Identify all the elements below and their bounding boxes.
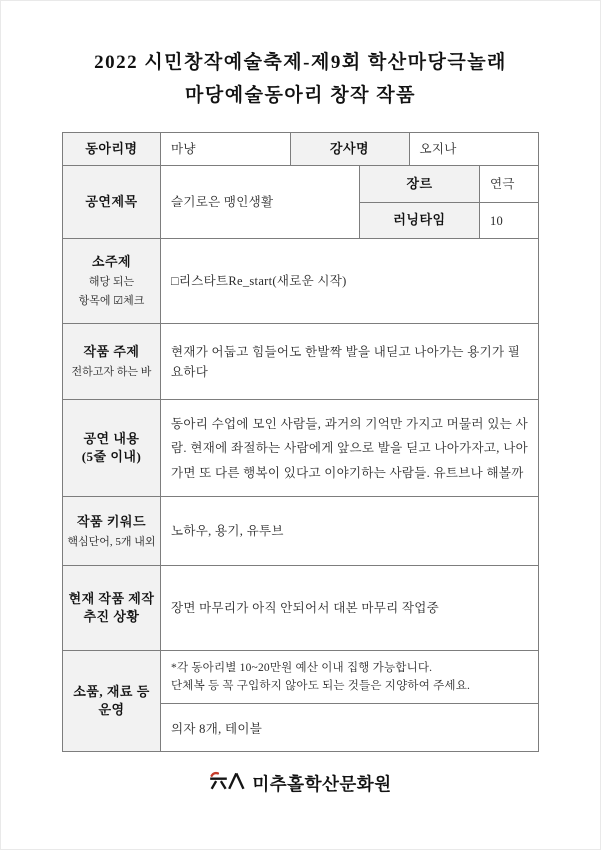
content-label-cell	[63, 400, 160, 496]
table-row	[63, 133, 538, 165]
form-table	[62, 132, 539, 752]
running-time-label: 러닝타임	[393, 212, 446, 228]
progress-value-cell	[160, 566, 538, 650]
running-time-label-cell	[360, 203, 479, 239]
table-row	[63, 565, 538, 650]
club-name-value: 마냥	[171, 142, 196, 157]
theme-value-cell	[160, 324, 538, 399]
club-name-label: 동아리명	[85, 140, 138, 156]
table-row	[63, 399, 538, 496]
theme-label: 작품 주제	[83, 344, 140, 360]
content-sublabel: (5줄 이내)	[81, 449, 142, 465]
props-budget-note-line1: *각 동아리별 10~20만원 예산 이내 집행 가능합니다.	[171, 661, 433, 674]
keywords-sublabel: 핵심단어, 5개 내외	[67, 535, 156, 548]
content-value: 동아리 수업에 모인 사람들, 과거의 기억만 가지고 머물러 있는 사람. 현재에 좌절하는 사람에게 앞으로 발을 딛고 나아가자고, 나아가면 또 다른 행복이 있다고 이야기하는 사람들. 유트브나 해볼까	[171, 416, 528, 480]
keywords-value: 노하우, 용기, 유투브	[171, 524, 284, 539]
keywords-value-cell	[160, 497, 538, 565]
genre-row	[360, 166, 538, 202]
running-time-value-cell	[479, 203, 538, 239]
keywords-label: 작품 키워드	[76, 513, 147, 529]
genre-label: 장르	[406, 175, 433, 191]
table-row	[63, 165, 538, 238]
running-time-value: 10	[490, 213, 504, 228]
content-value-cell	[160, 400, 538, 496]
table-row	[63, 650, 538, 751]
instructor-label-cell	[290, 133, 409, 165]
props-label-line1: 소품, 재료 등	[73, 683, 150, 699]
subtheme-value-cell	[160, 239, 538, 323]
org-logo-icon	[209, 768, 247, 798]
genre-value: 연극	[490, 177, 515, 192]
instructor-value: 오지나	[419, 142, 457, 157]
props-value-cell	[161, 703, 538, 751]
genre-value-cell	[479, 166, 538, 202]
performance-title-label: 공연제목	[85, 193, 138, 209]
subtheme-label-cell	[63, 239, 160, 323]
instructor-value-cell	[409, 133, 539, 165]
subtheme-label: 소주제	[91, 254, 132, 270]
subtheme-sublabel-line1: 해당 되는	[88, 276, 135, 289]
progress-label-line2: 추진 상황	[83, 609, 140, 625]
props-label-line2: 운영	[98, 702, 125, 718]
theme-label-cell	[63, 324, 160, 399]
keywords-label-cell	[63, 497, 160, 565]
subtheme-sublabel-line2: 항목에 ☑체크	[78, 294, 145, 307]
page-title-line2: 마당예술동아리 창작 작품	[185, 84, 416, 106]
club-name-value-cell	[160, 133, 290, 165]
footer-logo	[1, 768, 600, 798]
document-page	[1, 1, 600, 798]
table-row	[63, 238, 538, 323]
org-name: 미추홀학산문화원	[252, 773, 392, 794]
instructor-label: 강사명	[329, 140, 370, 156]
props-budget-note-line2: 단체복 등 꼭 구입하지 않아도 되는 것들은 지양하여 주세요.	[171, 680, 471, 693]
props-budget-notes-cell	[161, 651, 538, 703]
running-time-row	[360, 202, 538, 239]
props-label-cell	[63, 651, 160, 751]
progress-label-line1: 현재 작품 제작	[68, 590, 155, 606]
table-row	[63, 323, 538, 399]
genre-label-cell	[360, 166, 479, 202]
progress-label-cell	[63, 566, 160, 650]
table-row	[63, 496, 538, 565]
performance-title-value: 슬기로은 맹인생활	[171, 195, 274, 210]
page-title	[1, 47, 600, 112]
subtheme-checkbox-option: □리스타트Re_start(새로운 시작)	[171, 274, 347, 289]
performance-title-label-cell	[63, 166, 160, 238]
genre-runtime-stack	[359, 166, 538, 238]
content-label: 공연 내용	[83, 430, 140, 446]
page-title-line1: 2022 시민창작예술축제-제9회 학산마당극놀래	[94, 52, 507, 73]
props-stack	[160, 651, 538, 751]
theme-value: 현재가 어둡고 힘들어도 한발짝 발을 내딛고 나아가는 용기가 필요하다	[171, 344, 521, 379]
performance-title-value-cell	[160, 166, 359, 238]
theme-sublabel: 전하고자 하는 바	[71, 366, 152, 379]
props-value: 의자 8개, 테이블	[171, 721, 263, 736]
progress-value: 장면 마무리가 아직 안되어서 대본 마무리 작업중	[171, 601, 440, 616]
club-name-label-cell	[63, 133, 160, 165]
